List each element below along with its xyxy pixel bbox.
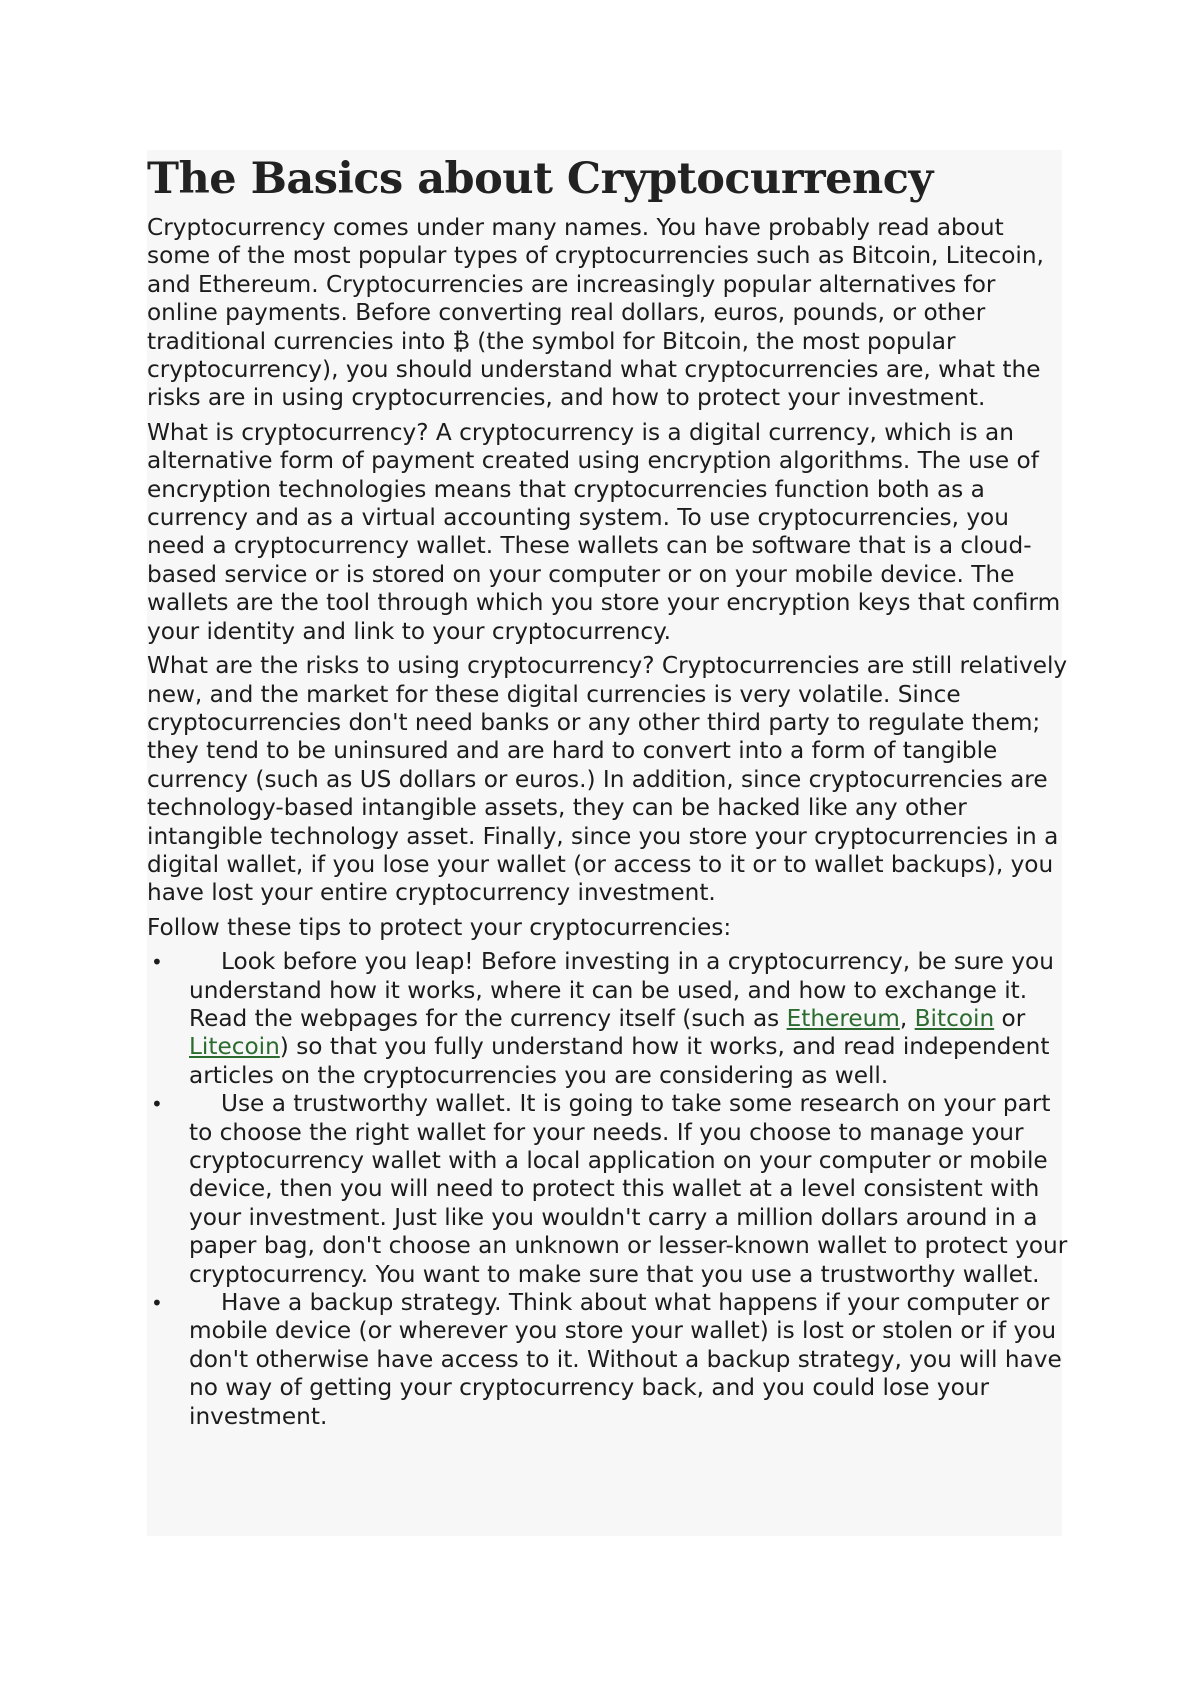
- separator-text: ,: [899, 1004, 915, 1032]
- what-is-paragraph: What is cryptocurrency? A cryptocurrency is a digital currency, which is an alternative form of payment created using encryption algorithms. The use of encryption technologies means that cryptocurrencies function both as a currency and as a virtual accounting system. To use cryptocurrencies, you need a cryptocurrency wallet. These wallets can be software that is a cloud-based service or is stored on your computer or on your mobile device. The wallets are the tool through which you store your encryption keys that confirm your identity and link to your cryptocurrency.: [147, 418, 1061, 645]
- ethereum-link[interactable]: Ethereum: [786, 1004, 900, 1032]
- tip-text: Have a backup strategy. Think about what happens if your computer or mobile device (or wherever you store your wallet) is lost or stolen or if you don't otherwise have access to it. Without a backup strategy, you will have no way of getting your cryptocurrency back, and you could lose your investment.: [189, 1289, 1062, 1430]
- tip-text: Use a trustworthy wallet. It is going to take some research on your part to choose the right wallet for your needs. If you choose to manage your cryptocurrency wallet with a local application on your computer or mobile device, then you will need to protect this wallet at a level consistent with your investment. Just like you wouldn't carry a million dollars around in a paper bag, don't choose an unknown or lesser-known wallet to protect your cryptocurrency. You want to make sure that you use a trustworthy wallet.: [189, 1090, 1068, 1288]
- tip-text: Look before you leap! Before investing in a cryptocurrency, be sure you understand how it works, where it can be used, and how to exchange it. Read the webpages for the currency itself (such as: [189, 948, 1054, 1032]
- risks-paragraph: What are the risks to using cryptocurrency? Cryptocurrencies are still relatively new, and the market for these digital currencies is very volatile. Since cryptocurrencies don't need banks or any other third party to regulate them; they tend to be uninsured and are hard to convert into a form of tangible currency (such as US dollars or euros.) In addition, since cryptocurrencies are technology-based intangible assets, they can be hacked like any other intangible technology asset. Finally, since you store your cryptocurrencies in a digital wallet, if you lose your wallet (or access to it or to wallet backups), you have lost your entire cryptocurrency investment.: [147, 652, 1068, 907]
- list-item: [147, 1289, 1072, 1431]
- separator-text: or: [994, 1004, 1026, 1032]
- bullet-icon: •: [151, 950, 163, 975]
- document-title: The Basics about Cryptocurrency: [147, 154, 933, 204]
- bullet-icon: •: [151, 1291, 163, 1316]
- tip-text: ) so that you fully understand how it works, and read independent articles on the cryptocurrencies you are considering as well.: [189, 1033, 1050, 1089]
- document-body: [147, 150, 1072, 1431]
- bullet-icon: •: [151, 1092, 163, 1117]
- list-item: [147, 1090, 1072, 1289]
- tips-list: [147, 948, 1072, 1431]
- bitcoin-link[interactable]: Bitcoin: [914, 1004, 995, 1032]
- tips-intro-paragraph: Follow these tips to protect your cryptocurrencies:: [147, 913, 732, 941]
- list-item: [147, 948, 1072, 1090]
- litecoin-link[interactable]: Litecoin: [189, 1033, 280, 1061]
- intro-paragraph: Cryptocurrency comes under many names. You have probably read about some of the most popular types of cryptocurrencies such as Bitcoin, Litecoin, and Ethereum. Cryptocurrencies are increasingly popular alternatives for online payments. Before converting real dollars, euros, pounds, or other traditional currencies into ₿ (the symbol for Bitcoin, the most popular cryptocurrency), you should understand what cryptocurrencies are, what the risks are in using cryptocurrencies, and how to protect your investment.: [147, 214, 1044, 412]
